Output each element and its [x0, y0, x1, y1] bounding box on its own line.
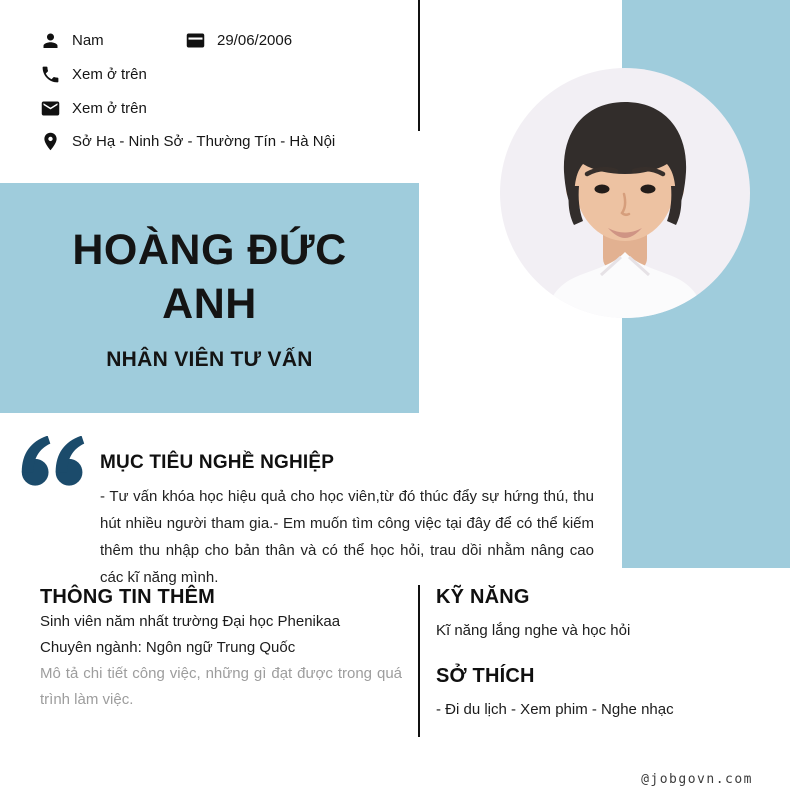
contact-gender — [40, 30, 104, 51]
map-pin-icon — [40, 131, 61, 152]
double-quote-icon — [20, 436, 86, 487]
dob-value: 29/06/2006 — [217, 32, 293, 49]
site-watermark: @jobgovn.com — [638, 771, 756, 788]
hobbies-heading: SỞ THÍCH — [436, 665, 535, 687]
name-header-box — [0, 183, 419, 413]
additional-info-heading: THÔNG TIN THÊM — [40, 586, 216, 608]
objective-heading: MỤC TIÊU NGHỀ NGHIỆP — [100, 452, 335, 473]
hobbies-body: - Đi du lịch - Xem phim - Nghe nhạc — [436, 701, 674, 718]
skills-body: Kĩ năng lắng nghe và học hỏi — [436, 622, 631, 639]
additional-info-placeholder: Mô tả chi tiết công việc, những gì đạt được trong quá trình làm việc. — [40, 665, 402, 708]
profile-photo — [500, 68, 750, 318]
portrait-illustration — [500, 68, 750, 318]
contact-address — [40, 131, 335, 152]
job-title: NHÂN VIÊN TƯ VẤN — [106, 347, 313, 371]
address-value: Sở Hạ - Ninh Sở - Thường Tín - Hà Nội — [72, 133, 336, 150]
contact-divider-line — [418, 0, 420, 131]
calendar-icon — [185, 30, 206, 51]
skills-heading: KỸ NĂNG — [436, 586, 530, 608]
phone-value: Xem ở trên — [72, 66, 147, 83]
contact-dob — [185, 30, 292, 51]
section-divider-line — [418, 585, 420, 737]
gender-value: Nam — [72, 32, 104, 49]
contact-email — [40, 98, 147, 119]
envelope-icon — [40, 98, 61, 119]
additional-info-line: Chuyên ngành: Ngôn ngữ Trung Quốc — [40, 639, 296, 656]
candidate-name: HOÀNG ĐỨC ANH — [72, 226, 347, 328]
phone-icon — [40, 64, 61, 85]
skills-hobbies-section — [436, 586, 766, 722]
contact-phone — [40, 64, 147, 85]
email-value: Xem ở trên — [72, 100, 147, 117]
person-icon — [40, 30, 61, 51]
objective-body: - Tư vấn khóa học hiệu quả cho học viên,từ đó thúc đẩy sự hứng thú, thu hút nhiều người tham gia.- Em muốn tìm công việc tại đây để có thể kiếm thêm thu nhập cho bản thân và có thể học hỏi, trau dồi nhằm nâng cao các kĩ năng mình. — [100, 488, 594, 586]
additional-info-line: Sinh viên năm nhất trường Đại học Phenikaa — [40, 613, 341, 630]
additional-info-section — [40, 586, 402, 713]
